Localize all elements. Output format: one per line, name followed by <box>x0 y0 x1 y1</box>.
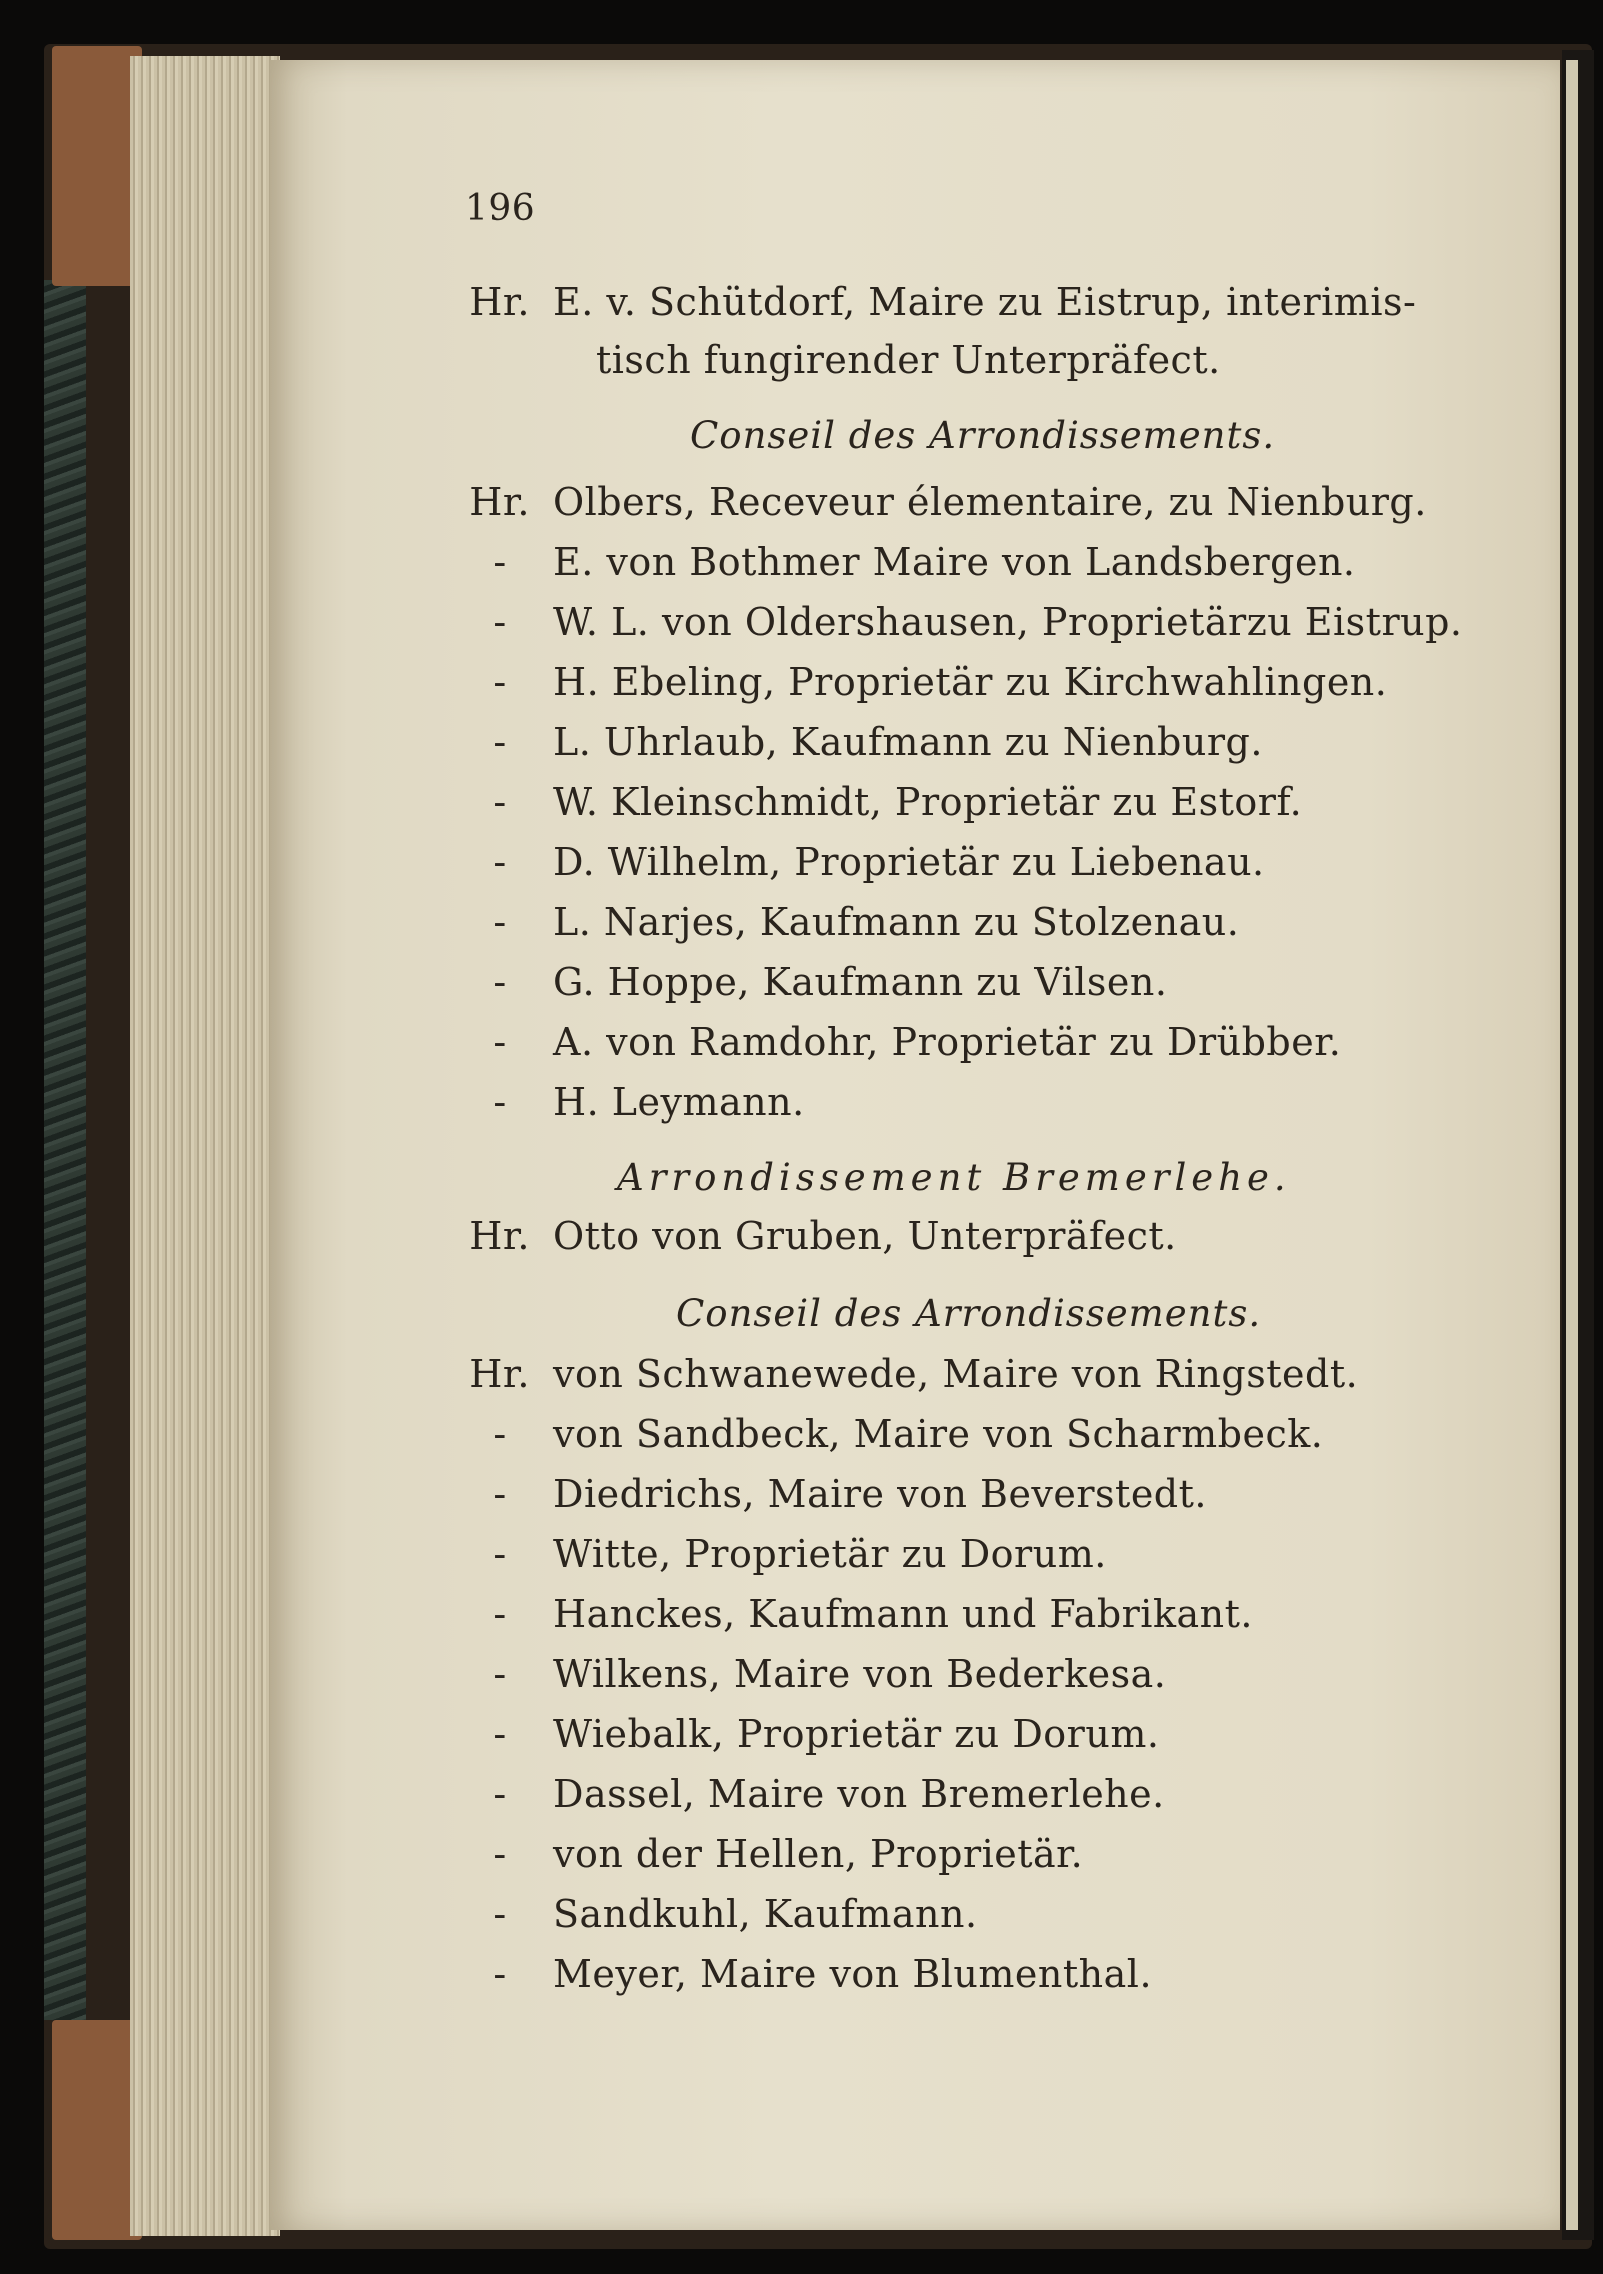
s2-official-prefix: Hr. <box>469 1214 530 1258</box>
s1-entry-text: Olbers, Receveur élementaire, zu Nienburg. <box>553 480 1427 524</box>
s1-entry-prefix: - <box>493 540 507 584</box>
leather-corner-bottom <box>52 2020 142 2240</box>
s2-entry-text: Wilkens, Maire von Bederkesa. <box>553 1652 1167 1696</box>
s2-entry-prefix: - <box>493 1592 507 1636</box>
s2-entry-prefix: - <box>493 1472 507 1516</box>
s2-entry-text: von Schwanewede, Maire von Ringstedt. <box>553 1352 1359 1396</box>
s2-entry-prefix: Hr. <box>469 1352 530 1396</box>
opening-prefix: Hr. <box>469 280 530 324</box>
s1-entry-text: L. Narjes, Kaufmann zu Stolzenau. <box>553 900 1240 944</box>
s2-entry-prefix: - <box>493 1832 507 1876</box>
s2-entry-text: Witte, Proprietär zu Dorum. <box>553 1532 1107 1576</box>
s2-entry-text: Meyer, Maire von Blumenthal. <box>553 1952 1153 1996</box>
s2-entry-prefix: - <box>493 1532 507 1576</box>
s2-entry-text: Hanckes, Kaufmann und Fabrikant. <box>553 1592 1253 1636</box>
s1-entry-prefix: - <box>493 780 507 824</box>
s1-entry-prefix: - <box>493 1080 507 1124</box>
s2-entry-prefix: - <box>493 1712 507 1756</box>
section2-heading: Arrondissement Bremerlehe. <box>617 1156 1291 1199</box>
opening-line-2: tisch fungirender Unterpräfect. <box>596 338 1221 382</box>
s1-entry-prefix: - <box>493 900 507 944</box>
s2-entry-text: von der Hellen, Proprietär. <box>553 1832 1084 1876</box>
s2-entry-text: Wiebalk, Proprietär zu Dorum. <box>553 1712 1160 1756</box>
s1-entry-text: G. Hoppe, Kaufmann zu Vilsen. <box>553 960 1168 1004</box>
s1-entry-text: H. Leymann. <box>553 1080 805 1124</box>
section2-subheading: Conseil des Arrondissements. <box>676 1292 1262 1335</box>
s2-entry-text: Diedrichs, Maire von Beverstedt. <box>553 1472 1207 1516</box>
s2-entry-prefix: - <box>493 1892 507 1936</box>
s1-entry-text: L. Uhrlaub, Kaufmann zu Nienburg. <box>553 720 1263 764</box>
s2-official-text: Otto von Gruben, Unterpräfect. <box>553 1214 1177 1258</box>
page-number: 196 <box>465 188 536 229</box>
s2-entry-prefix: - <box>493 1652 507 1696</box>
s1-entry-prefix: - <box>493 720 507 764</box>
s1-entry-text: D. Wilhelm, Proprietär zu Liebenau. <box>553 840 1265 884</box>
s2-entry-prefix: - <box>493 1952 507 1996</box>
opening-line-1: E. v. Schütdorf, Maire zu Eistrup, interimis- <box>553 280 1417 324</box>
s2-entry-prefix: - <box>493 1772 507 1816</box>
s1-entry-text: W. Kleinschmidt, Proprietär zu Estorf. <box>553 780 1303 824</box>
s2-entry-text: Sandkuhl, Kaufmann. <box>553 1892 978 1936</box>
page-stack-edges <box>130 56 280 2236</box>
facing-page-sliver <box>1566 60 1578 2230</box>
s2-entry-text: von Sandbeck, Maire von Scharmbeck. <box>553 1412 1324 1456</box>
s1-entry-text: H. Ebeling, Proprietär zu Kirchwahlingen. <box>553 660 1388 704</box>
s1-entry-prefix: - <box>493 660 507 704</box>
leather-corner-top <box>52 46 142 286</box>
s2-entry-prefix: - <box>493 1412 507 1456</box>
marbled-cover-edge <box>44 280 86 2020</box>
s1-entry-prefix: - <box>493 960 507 1004</box>
section1-heading: Conseil des Arrondissements. <box>690 414 1276 457</box>
s2-entry-text: Dassel, Maire von Bremerlehe. <box>553 1772 1165 1816</box>
s1-entry-text: E. von Bothmer Maire von Landsbergen. <box>553 540 1356 584</box>
s1-entry-text: A. von Ramdohr, Proprietär zu Drübber. <box>553 1020 1342 1064</box>
s1-entry-prefix: - <box>493 1020 507 1064</box>
s1-entry-text: W. L. von Oldershausen, Proprietärzu Eistrup. <box>553 600 1463 644</box>
s1-entry-prefix: - <box>493 840 507 884</box>
s1-entry-prefix: Hr. <box>469 480 530 524</box>
s1-entry-prefix: - <box>493 600 507 644</box>
